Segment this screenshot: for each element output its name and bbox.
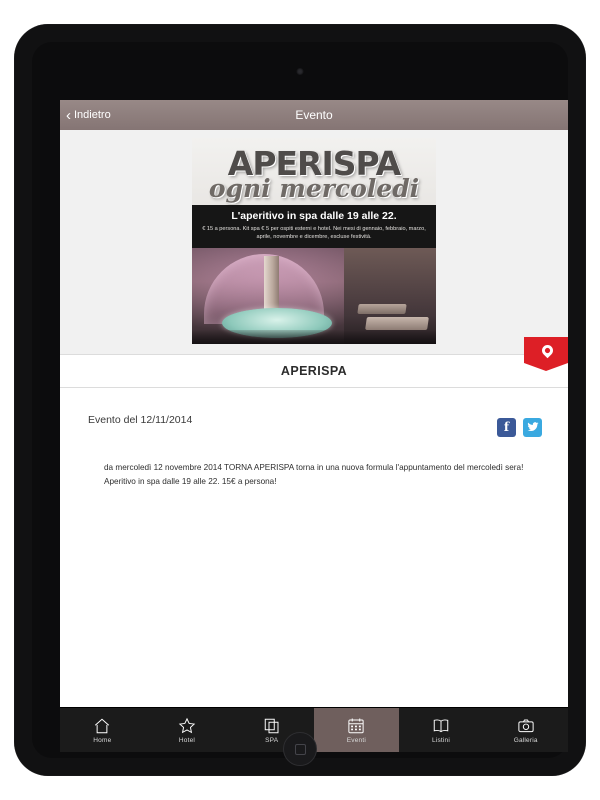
twitter-share-button[interactable]	[523, 418, 542, 437]
home-square-icon	[295, 744, 306, 755]
event-date-label: Evento del 12/11/2014	[88, 414, 193, 427]
home-button[interactable]	[283, 732, 317, 766]
event-meta-row	[60, 388, 568, 447]
hero-band-details: € 15 a persona. Kit spa € 5 per ospiti esterni e hotel. Nei mesi di gennaio, febbraio, marzo, aprile, novembre e dicembre, escluse festività.	[202, 226, 426, 241]
facebook-share-button[interactable]	[497, 418, 516, 437]
book-icon	[431, 717, 451, 735]
hero-banner-section	[60, 130, 568, 354]
copy-icon	[262, 717, 282, 735]
tablet-device-frame	[14, 24, 586, 776]
tab-home[interactable]	[60, 708, 145, 752]
event-title: APERISPA	[60, 354, 568, 388]
page-title: Evento	[295, 108, 333, 122]
tab-listini-label: Listini	[432, 736, 451, 744]
tab-galleria-label: Galleria	[513, 736, 538, 744]
hero-text-block	[192, 138, 436, 205]
chevron-left-icon: ‹	[66, 106, 71, 124]
facebook-icon: f	[503, 420, 510, 435]
photo-floor	[192, 330, 436, 344]
hero-subtitle: ogni mercoledi	[208, 174, 420, 204]
home-icon	[92, 717, 112, 735]
hero-info-band	[192, 205, 436, 247]
tab-home-label: Home	[93, 736, 112, 744]
photo-lounger-2	[357, 304, 406, 314]
tab-eventi[interactable]	[314, 708, 399, 752]
hero-banner[interactable]	[192, 138, 436, 344]
photo-lounger	[365, 317, 429, 330]
back-button-label: Indietro	[74, 109, 111, 121]
twitter-bird-icon	[527, 421, 539, 433]
event-description: da mercoledì 12 novembre 2014 TORNA APERISPA torna in una nuova formula l'appuntamento del mercoledì sera! Aperitivo in spa dalle 19 alle 22. 15€ a persona!	[104, 462, 524, 486]
hero-title: APERISPA	[227, 144, 401, 183]
navigation-bar	[60, 100, 568, 130]
tab-galleria[interactable]	[483, 708, 568, 752]
tab-eventi-label: Eventi	[346, 736, 366, 744]
front-camera-icon	[297, 68, 304, 75]
hero-band-headline: L'aperitivo in spa dalle 19 alle 22.	[231, 210, 397, 223]
app-screen	[60, 100, 568, 752]
content-area	[60, 130, 568, 707]
tab-spa-label: SPA	[265, 736, 279, 744]
map-location-button[interactable]	[524, 337, 568, 363]
tab-hotel[interactable]	[145, 708, 230, 752]
tab-hotel-label: Hotel	[178, 736, 196, 744]
map-pin-icon	[539, 342, 555, 358]
calendar-icon	[346, 717, 366, 735]
camera-icon	[516, 717, 536, 735]
star-icon	[177, 717, 197, 735]
social-share-group	[497, 418, 542, 437]
tab-listini[interactable]	[399, 708, 484, 752]
hero-photo	[192, 248, 436, 344]
